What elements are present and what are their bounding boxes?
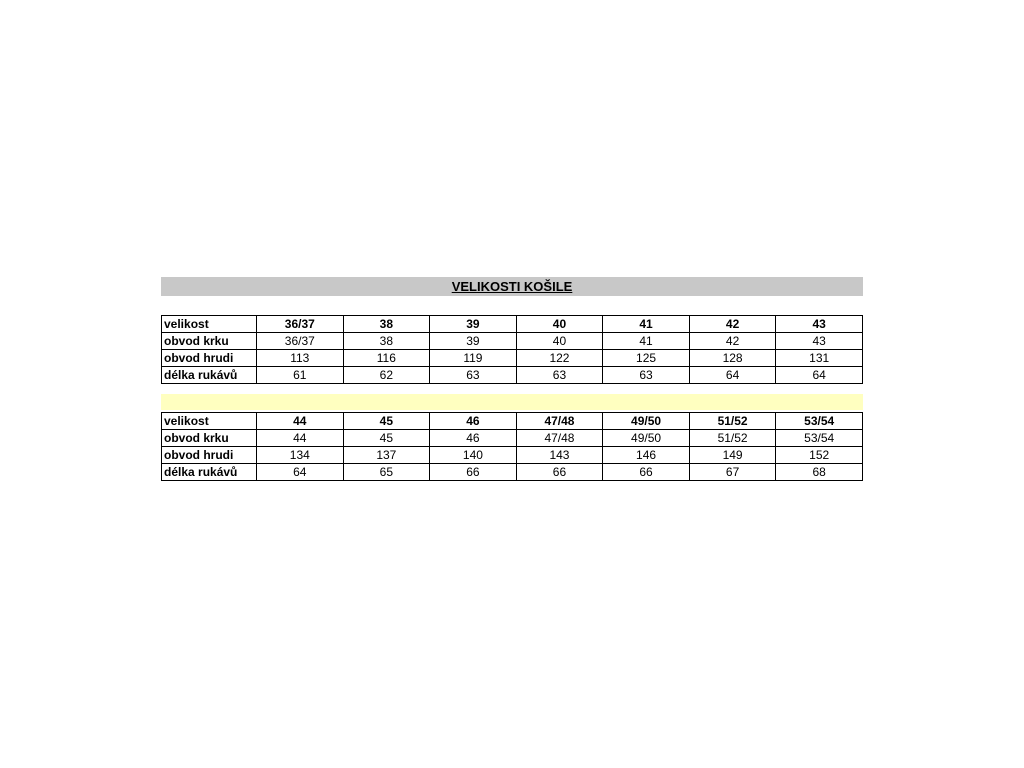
table-cell: 62 bbox=[343, 367, 430, 384]
row-label: obvod krku bbox=[162, 430, 257, 447]
row-label: obvod hrudi bbox=[162, 447, 257, 464]
table-cell: 39 bbox=[430, 333, 517, 350]
row-label: velikost bbox=[162, 413, 257, 430]
table-cell: 140 bbox=[430, 447, 517, 464]
table-cell: 51/52 bbox=[689, 430, 776, 447]
table-cell: 40 bbox=[516, 333, 603, 350]
table-cell: 116 bbox=[343, 350, 430, 367]
table-cell: 40 bbox=[516, 316, 603, 333]
table-cell: 46 bbox=[430, 430, 517, 447]
table-cell: 134 bbox=[257, 447, 344, 464]
table-cell: 131 bbox=[776, 350, 863, 367]
table-cell: 143 bbox=[516, 447, 603, 464]
separator-band bbox=[161, 394, 863, 410]
size-table-1 bbox=[161, 315, 863, 384]
table-row bbox=[162, 430, 863, 447]
table-cell: 149 bbox=[689, 447, 776, 464]
table-cell: 67 bbox=[689, 464, 776, 481]
table-cell: 63 bbox=[430, 367, 517, 384]
table-cell: 49/50 bbox=[603, 413, 690, 430]
table-cell: 41 bbox=[603, 333, 690, 350]
table-cell: 137 bbox=[343, 447, 430, 464]
table-cell: 68 bbox=[776, 464, 863, 481]
table-row bbox=[162, 367, 863, 384]
table-cell: 47/48 bbox=[516, 413, 603, 430]
table-cell: 119 bbox=[430, 350, 517, 367]
table-cell: 122 bbox=[516, 350, 603, 367]
table-cell: 36/37 bbox=[257, 316, 344, 333]
table-row bbox=[162, 333, 863, 350]
table-cell: 44 bbox=[257, 430, 344, 447]
row-label: obvod hrudi bbox=[162, 350, 257, 367]
table-cell: 39 bbox=[430, 316, 517, 333]
row-label: délka rukávů bbox=[162, 464, 257, 481]
table-cell: 65 bbox=[343, 464, 430, 481]
table-cell: 61 bbox=[257, 367, 344, 384]
table-row bbox=[162, 413, 863, 430]
table-cell: 38 bbox=[343, 333, 430, 350]
row-label: délka rukávů bbox=[162, 367, 257, 384]
table-cell: 53/54 bbox=[776, 413, 863, 430]
row-label: obvod krku bbox=[162, 333, 257, 350]
table-cell: 49/50 bbox=[603, 430, 690, 447]
size-table-2 bbox=[161, 412, 863, 481]
table-cell: 146 bbox=[603, 447, 690, 464]
table-cell: 53/54 bbox=[776, 430, 863, 447]
table-row bbox=[162, 464, 863, 481]
table-cell: 36/37 bbox=[257, 333, 344, 350]
table-cell: 66 bbox=[516, 464, 603, 481]
table-cell: 64 bbox=[257, 464, 344, 481]
table-cell: 42 bbox=[689, 316, 776, 333]
table-cell: 63 bbox=[516, 367, 603, 384]
row-label: velikost bbox=[162, 316, 257, 333]
table-cell: 43 bbox=[776, 316, 863, 333]
table-cell: 42 bbox=[689, 333, 776, 350]
page-title: VELIKOSTI KOŠILE bbox=[161, 277, 863, 296]
table-cell: 152 bbox=[776, 447, 863, 464]
table-cell: 125 bbox=[603, 350, 690, 367]
table-cell: 47/48 bbox=[516, 430, 603, 447]
table-cell: 113 bbox=[257, 350, 344, 367]
table-cell: 44 bbox=[257, 413, 344, 430]
table-cell: 51/52 bbox=[689, 413, 776, 430]
table-cell: 63 bbox=[603, 367, 690, 384]
table-cell: 43 bbox=[776, 333, 863, 350]
table-row bbox=[162, 316, 863, 333]
table-cell: 64 bbox=[689, 367, 776, 384]
table-cell: 64 bbox=[776, 367, 863, 384]
table-cell: 41 bbox=[603, 316, 690, 333]
table-cell: 66 bbox=[430, 464, 517, 481]
table-row bbox=[162, 447, 863, 464]
table-cell: 128 bbox=[689, 350, 776, 367]
table-row bbox=[162, 350, 863, 367]
table-cell: 45 bbox=[343, 413, 430, 430]
table-cell: 46 bbox=[430, 413, 517, 430]
table-cell: 66 bbox=[603, 464, 690, 481]
table-cell: 45 bbox=[343, 430, 430, 447]
table-cell: 38 bbox=[343, 316, 430, 333]
